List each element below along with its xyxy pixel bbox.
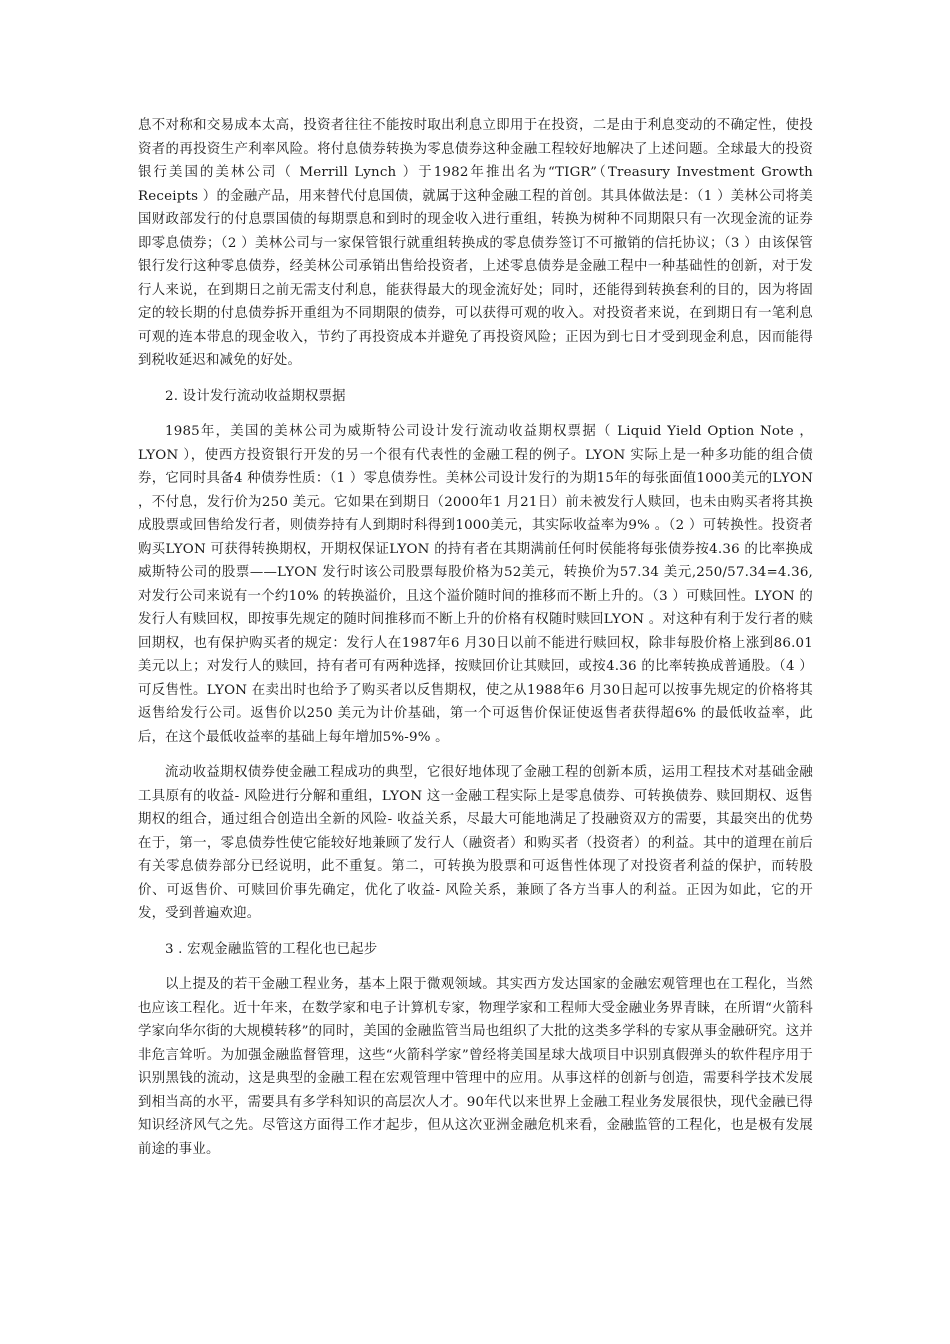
paragraph-macro-regulation: 以上提及的若干金融工程业务，基本上限于微观领域。其实西方发达国家的金融宏观管理也在工程化，当然也应该工程化。近十年来，在数学家和电子计算机专家，物理学家和工程师大受金融业务界青睐，在所谓“火箭科学家向华尔街的大规模转移”的同时，美国的金融监管当局也组织了大批的这类多学科的专家从事金融研究。这并非危言耸听。为加强金融监督管理，这些“火箭科学家”曾经将美国星球大战项目中识别真假弹头的软件程序用于识别黑钱的流动，这是典型的金融工程在宏观管理中管理中的应用。从事这样的创新与创造，需要科学技术发展到相当高的水平，需要具有多学科知识的高层次人才。90年代以来世界上金融工程业务发展很快，现代金融已得知识经济风气之先。尽管这方面得工作才起步，但从这次亚洲金融危机来看，金融监管的工程化，也是极有发展前途的事业。 — [138, 977, 813, 1157]
section-heading-lyon: 2. 设计发行流动收益期权票据 — [165, 388, 346, 404]
section-heading-macro-regulation: 3 . 宏观金融监管的工程化也已起步 — [165, 941, 378, 957]
paragraph-lyon-analysis: 流动收益期权债券使金融工程成功的典型，它很好地体现了金融工程的创新本质，运用工程技术对基础金融工具原有的收益- 风险进行分解和重组，LYON 这一金融工程实际上是零息债券、可转换债券、赎回期权、返售期权的组合，通过组合创造出全新的风险- 收益关系，尽最大可能地满足了投融资双方的需要，其最突出的优势在于，第一，零息债券性使它能较好地兼顾了发行人（融资者）和购买者（投资者）的利益。其中的道理在前后有关零息债券部分已经说明，此不重复。第二，可转换为股票和可返售性体现了对投资者利益的保护，而转股价、可返售价、可赎回价事先确定，优化了收益- 风险关系，兼顾了各方当事人的利益。正因为如此，它的开发，受到普遍欢迎。 — [138, 765, 813, 921]
paragraph-zero-coupon: 息不对称和交易成本太高，投资者往往不能按时取出利息立即用于在投资，二是由于利息变动的不确定性，使投资者的再投资生产利率风险。将付息债券转换为零息债券这种金融工程较好地解决了上述问题。全球最大的投资银行美国的美林公司（ Merrill Lynch ）于1982年推出名为“TIGR”（Treasury Investment Growth Receipts ）的金融产品，用来替代付息国债，就属于这种金融工程的首创。其具体做法是：（1 ）美林公司将美国财政部发行的付息票国债的每期票息和到时的现金收入进行重组，转换为树种不同期限只有一次现金流的证券即零息债券；（2 ）美林公司与一家保管银行就重组转换成的零息债券签订不可撤销的信托协议；（3 ）由该保管银行发行这种零息债券，经美林公司承销出售给投资者，上述零息债券是金融工程中一种基础性的创新，对于发行人来说，在到期日之前无需支付利息，能获得最大的现金流好处；同时，还能得到转换套利的目的，因为将固定的较长期的付息债券拆开重组为不同期限的债券，可以获得可观的收入。对投资者来说，在到期日有一笔利息可观的连本带息的现金收入，节约了再投资成本并避免了再投资风险；正因为到七日才受到现金利息，因而能得到税收延迟和减免的好处。 — [138, 118, 813, 368]
document-page — [138, 114, 813, 1173]
paragraph-lyon-description: 1985年，美国的美林公司为威斯特公司设计发行流动收益期权票据（ Liquid Yield Option Note ，LYON ），使西方投资银行开发的另一个很有代表性的金融工程的例子。LYON 实际上是一种多功能的组合债券，它同时具备4 种债券性质：（1 ）零息债券性。美林公司设计发行的为期15年的每张面值1000美元的LYON ，不付息，发行价为250 美元。它如果在到期日（2000年1 月21日）前未被发行人赎回，也未由购买者将其换成股票或回售给发行者，则债券持有人到期时科得到1000美元，其实际收益率为9% 。（2 ）可转换性。投资者购买LYON 可获得转换期权，开期权保证LYON 的持有者在其期满前任何时侯能将每张债券按4.36 的比率换成威斯特公司的股票——LYON 发行时该公司股票每股价格为52美元，转换价为57.34 美元,250/57.34=4.36, 对发行公司来说有一个约10% 的转换溢价，且这个溢价随时间的推移而不断上升的。（3 ）可赎回性。LYON 的发行人有赎回权，即按事先规定的随时间推移而不断上升的价格有权随时赎回LYON 。对这种有利于发行者的赎回期权，也有保护购买者的规定：发行人在1987年6 月30日以前不能进行赎回权，除非每股价格上涨到86.01 美元以上；对发行人的赎回，持有者可有两种选择，按赎回价让其赎回，或按4.36 的比率转换成普通股。（4 ）可反售性。LYON 在卖出时也给予了购买者以反售期权，使之从1988年6 月30日起可以按事先规定的价格将其返售给发行公司。返售价以250 美元为计价基础，第一个可返售价保证使返售者获得超6% 的最低收益率，此后，在这个最低收益率的基础上每年增加5%-9% 。 — [138, 424, 813, 745]
